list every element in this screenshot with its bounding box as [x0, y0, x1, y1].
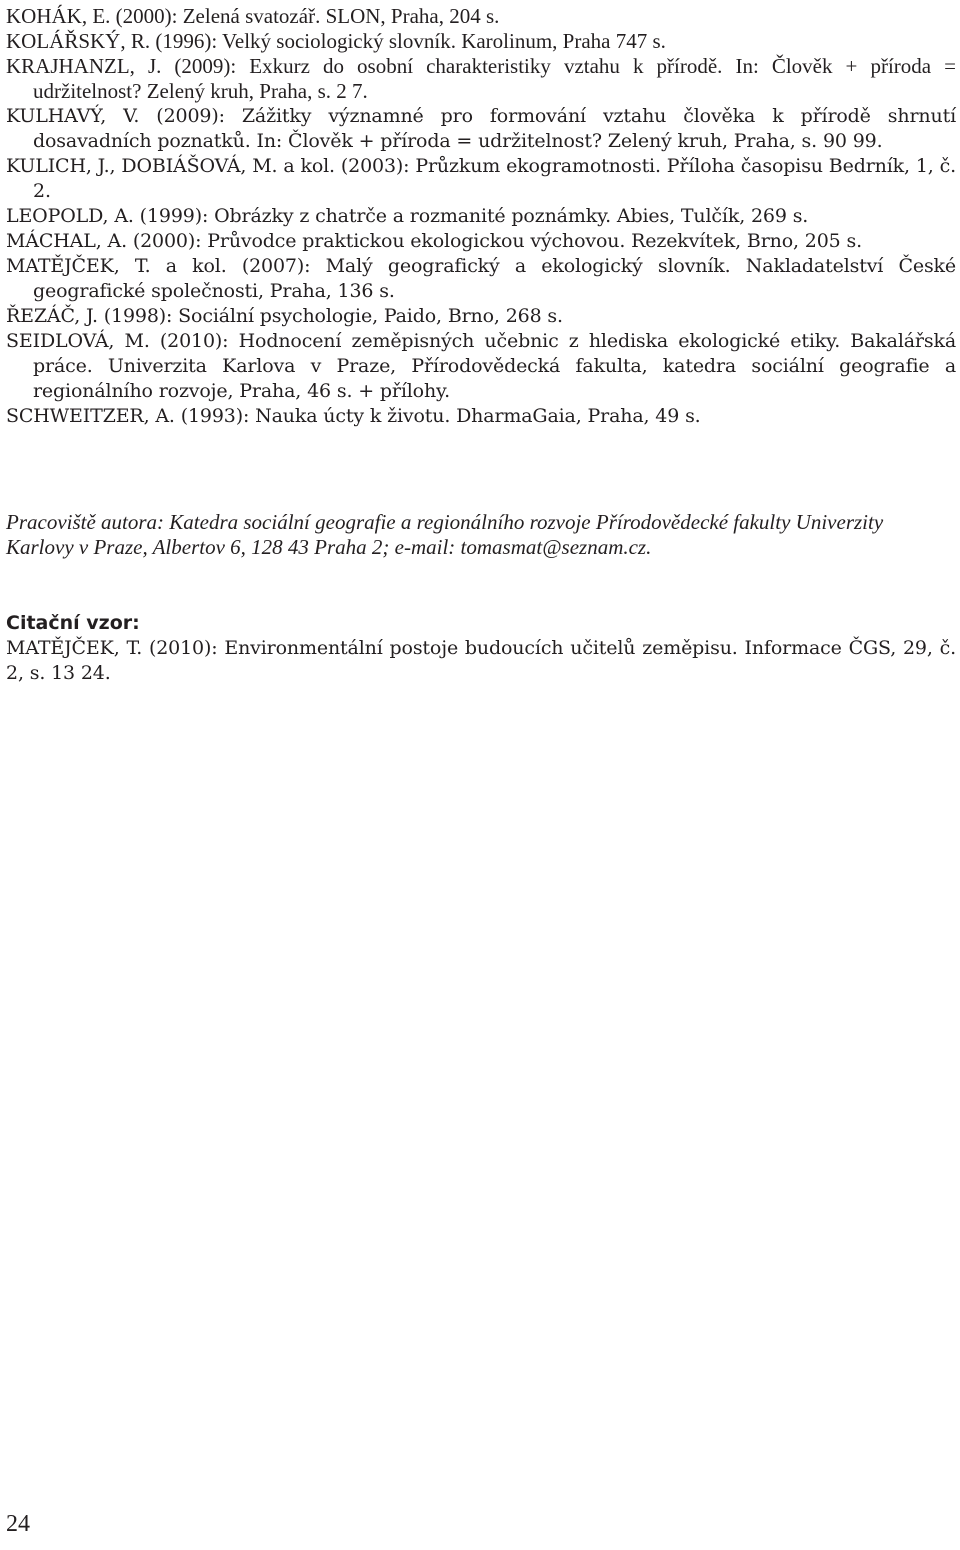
- citation-block: [6, 611, 956, 686]
- reference-entry: ŘEZÁČ, J. (1998): Sociální psychologie, Paido, Brno, 268 s.: [6, 305, 563, 327]
- reference-entry: MATĚJČEK, T. a kol. (2007): Malý geografický a ekologický slovník. Nakladatelství České geografické společnosti, Praha, 136 s.: [6, 255, 956, 302]
- reference-entry: MÁCHAL, A. (2000): Průvodce praktickou ekologickou výchovou. Rezekvítek, Brno, 205 s.: [6, 230, 862, 252]
- author-affiliation: Pracoviště autora: Katedra sociální geografie a regionálního rozvoje Přírodovědecké fakulty Univerzity Karlovy v Praze, Albertov 6, 128 43 Praha 2; e-mail: tomasmat@seznam.cz.: [6, 510, 884, 559]
- reference-entry: SCHWEITZER, A. (1993): Nauka úcty k životu. DharmaGaia, Praha, 49 s.: [6, 405, 701, 427]
- reference-entry: KOHÁK, E. (2000): Zelená svatozář. SLON, Praha, 204 s.: [6, 4, 500, 28]
- reference-entry: KULHAVÝ, V. (2009): Zážitky významné pro formování vztahu člověka k přírodě shrnutí dosavadních poznatků. In: Člověk + příroda = udržitelnost? Zelený kruh, Praha, s. 90 99.: [6, 105, 956, 152]
- citation-text: MATĚJČEK, T. (2010): Environmentální postoje budoucích učitelů zeměpisu. Informace ČGS, 29, č. 2, s. 13 24.: [6, 637, 956, 684]
- reference-entry: KOLÁŘSKÝ, R. (1996): Velký sociologický slovník. Karolinum, Praha 747 s.: [6, 29, 666, 53]
- reference-entry: KULICH, J., DOBIÁŠOVÁ, M. a kol. (2003): Průzkum ekogramotnosti. Příloha časopisu Bedrník, 1, č. 2.: [6, 155, 956, 202]
- reference-entry: KRAJHANZL, J. (2009): Exkurz do osobní charakteristiky vztahu k přírodě. In: Člověk + příroda = udržitelnost? Zelený kruh, Praha, s. 2 7.: [6, 54, 956, 103]
- page-number: 24: [6, 1511, 30, 1537]
- reference-entry: SEIDLOVÁ, M. (2010): Hodnocení zeměpisných učebnic z hlediska ekologické etiky. Bakalářská práce. Univerzita Karlova v Praze, Přírodovědecká fakulta, katedra sociální geografie a regionálního rozvoje, Praha, 46 s. + přílohy.: [6, 330, 956, 402]
- references-section: [6, 4, 956, 429]
- reference-entry: LEOPOLD, A. (1999): Obrázky z chatrče a rozmanité poznámky. Abies, Tulčík, 269 s.: [6, 205, 809, 227]
- citation-heading: Citační vzor:: [6, 612, 140, 634]
- reference-list: [6, 4, 956, 429]
